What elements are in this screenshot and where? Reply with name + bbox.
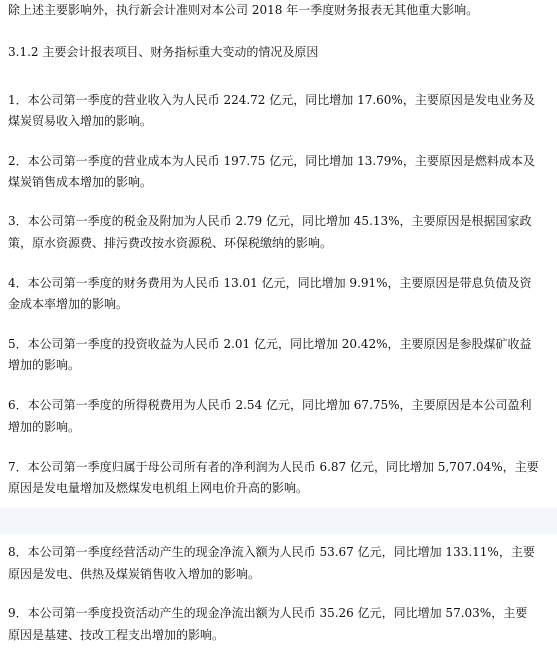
page-break-band <box>0 508 557 534</box>
item-9-line-2: 原因是基建、技改工程支出增加的影响。 <box>8 628 225 642</box>
item-4-line-2: 金成本率增加的影响。 <box>8 297 129 311</box>
item-7-line-2: 原因是发电量增加及燃煤发电机组上网电价升高的影响。 <box>8 481 309 495</box>
item-3-line-1: 3．本公司第一季度的税金及附加为人民币 2.79 亿元，同比增加 45.13%，主要原因是根据国家政 <box>8 214 532 228</box>
item-6-line-1: 6．本公司第一季度的所得税费用为人民币 2.54 亿元，同比增加 67.75%，主要原因是本公司盈利 <box>8 398 532 412</box>
item-2-line-1: 2．本公司第一季度的营业成本为人民币 197.75 亿元，同比增加 13.79%，主要原因是燃料成本及 <box>8 154 535 168</box>
item-5-line-1: 5．本公司第一季度的投资收益为人民币 2.01 亿元，同比增加 20.42%，主要原因是参股煤矿收益 <box>8 337 532 351</box>
item-9-line-1: 9．本公司第一季度投资活动产生的现金净流出额为人民币 35.26 亿元，同比增加 57.03%，主要 <box>8 606 528 620</box>
item-4-line-1: 4．本公司第一季度的财务费用为人民币 13.01 亿元，同比增加 9.91%，主要原因是带息负债及资 <box>8 276 532 290</box>
item-8-line-1: 8．本公司第一季度经营活动产生的现金净流入额为人民币 53.67 亿元，同比增加 133.11%，主要 <box>8 545 535 559</box>
item-8-line-2: 原因是发电、供热及煤炭销售收入增加的影响。 <box>8 567 261 581</box>
item-3-line-2: 策，原水资源费、排污费改按水资源税、环保税缴纳的影响。 <box>8 236 333 250</box>
section-heading: 3.1.2 主要会计报表项目、财务指标重大变动的情况及原因 <box>8 45 319 59</box>
item-7-line-1: 7．本公司第一季度归属于母公司所有者的净利润为人民币 6.87 亿元，同比增加 5,707.04%，主要 <box>8 460 539 474</box>
item-5-line-2: 增加的影响。 <box>8 358 81 372</box>
intro-line: 除上述主要影响外，执行新会计准则对本公司 2018 年一季度财务报表无其他重大影响。 <box>8 3 479 17</box>
item-1-line-2: 煤炭贸易收入增加的影响。 <box>8 114 153 128</box>
item-2-line-2: 煤炭销售成本增加的影响。 <box>8 175 153 189</box>
item-1-line-1: 1．本公司第一季度的营业收入为人民币 224.72 亿元，同比增加 17.60%，主要原因是发电业务及 <box>8 93 535 107</box>
item-6-line-2: 增加的影响。 <box>8 420 81 434</box>
